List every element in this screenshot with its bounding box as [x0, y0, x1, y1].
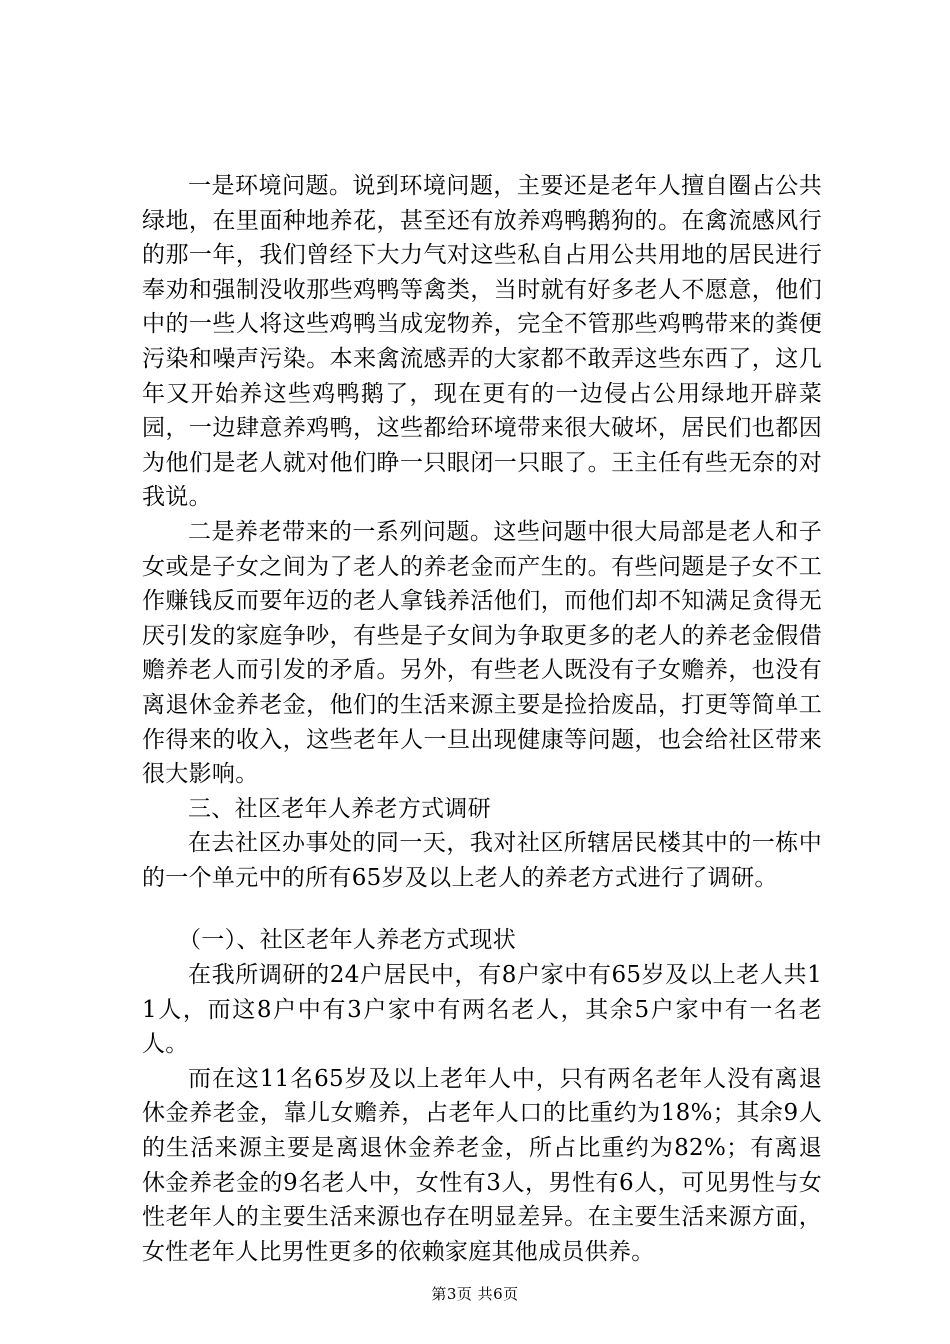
paragraph-spacer [142, 895, 822, 923]
section-intro-paragraph: 在去社区办事处的同一天，我对社区所辖居民楼其中的一栋中的一个单元中的所有65岁及以上老人的养老方式进行了调研。 [142, 830, 822, 891]
paragraph-elderly-care-issue: 二是养老带来的一系列问题。这些问题中很大局部是老人和子女或是子女之间为了老人的养老金而产生的。有些问题是子女不工作赚钱反而要年迈的老人拿钱养活他们，而他们却不知满足贪得无厌引发的家庭争吵，有些是子女间为争取更多的老人的养老金假借赡养老人而引发的矛盾。另外，有些老人既没有子女赡养，也没有离退休金养老金，他们的生活来源主要是捡拾废品，打更等简单工作得来的收入，这些老年人一旦出现健康等问题，也会给社区带来很大影响。 [142, 518, 822, 788]
document-body [142, 169, 822, 1269]
paragraph-income-source: 而在这11名65岁及以上老年人中，只有两名老年人没有离退休金养老金，靠儿女赡养，占老年人口的比重约为18%；其余9人的生活来源主要是离退休金养老金，所占比重约为82%；有离退休金养老金的9名老人中，女性有3人，男性有6人，可见男性与女性老年人的主要生活来源也存在明显差异。在主要生活来源方面，女性老年人比男性更多的依赖家庭其他成员供养。 [142, 1065, 822, 1265]
paragraph-environment-issue: 一是环境问题。说到环境问题，主要还是老年人擅自圈占公共绿地，在里面种地养花，甚至还有放养鸡鸭鹅狗的。在禽流感风行的那一年，我们曾经下大力气对这些私自占用公共用地的居民进行奉劝和强制没收那些鸡鸭等禽类，当时就有好多老人不愿意，他们中的一些人将这些鸡鸭当成宠物养，完全不管那些鸡鸭带来的粪便污染和噪声污染。本来禽流感弄的大家都不敢弄这些东西了，这几年又开始养这些鸡鸭鹅了，现在更有的一边侵占公用绿地开辟菜园，一边肆意养鸡鸭，这些都给环境带来很大破坏，居民们也都因为他们是老人就对他们睁一只眼闭一只眼了。王主任有些无奈的对我说。 [142, 173, 822, 511]
page-number-footer: 第3页 共6页 [431, 1285, 519, 1303]
subsection-heading: （一）、社区老年人养老方式现状 [178, 927, 516, 954]
paragraph-household-survey: 在我所调研的24户居民中，有8户家中有65岁及以上老人共11人，而这8户中有3户家中有两名老人，其余5户家中有一名老人。 [142, 962, 822, 1058]
section-heading: 三、社区老年人养老方式调研 [188, 795, 491, 822]
